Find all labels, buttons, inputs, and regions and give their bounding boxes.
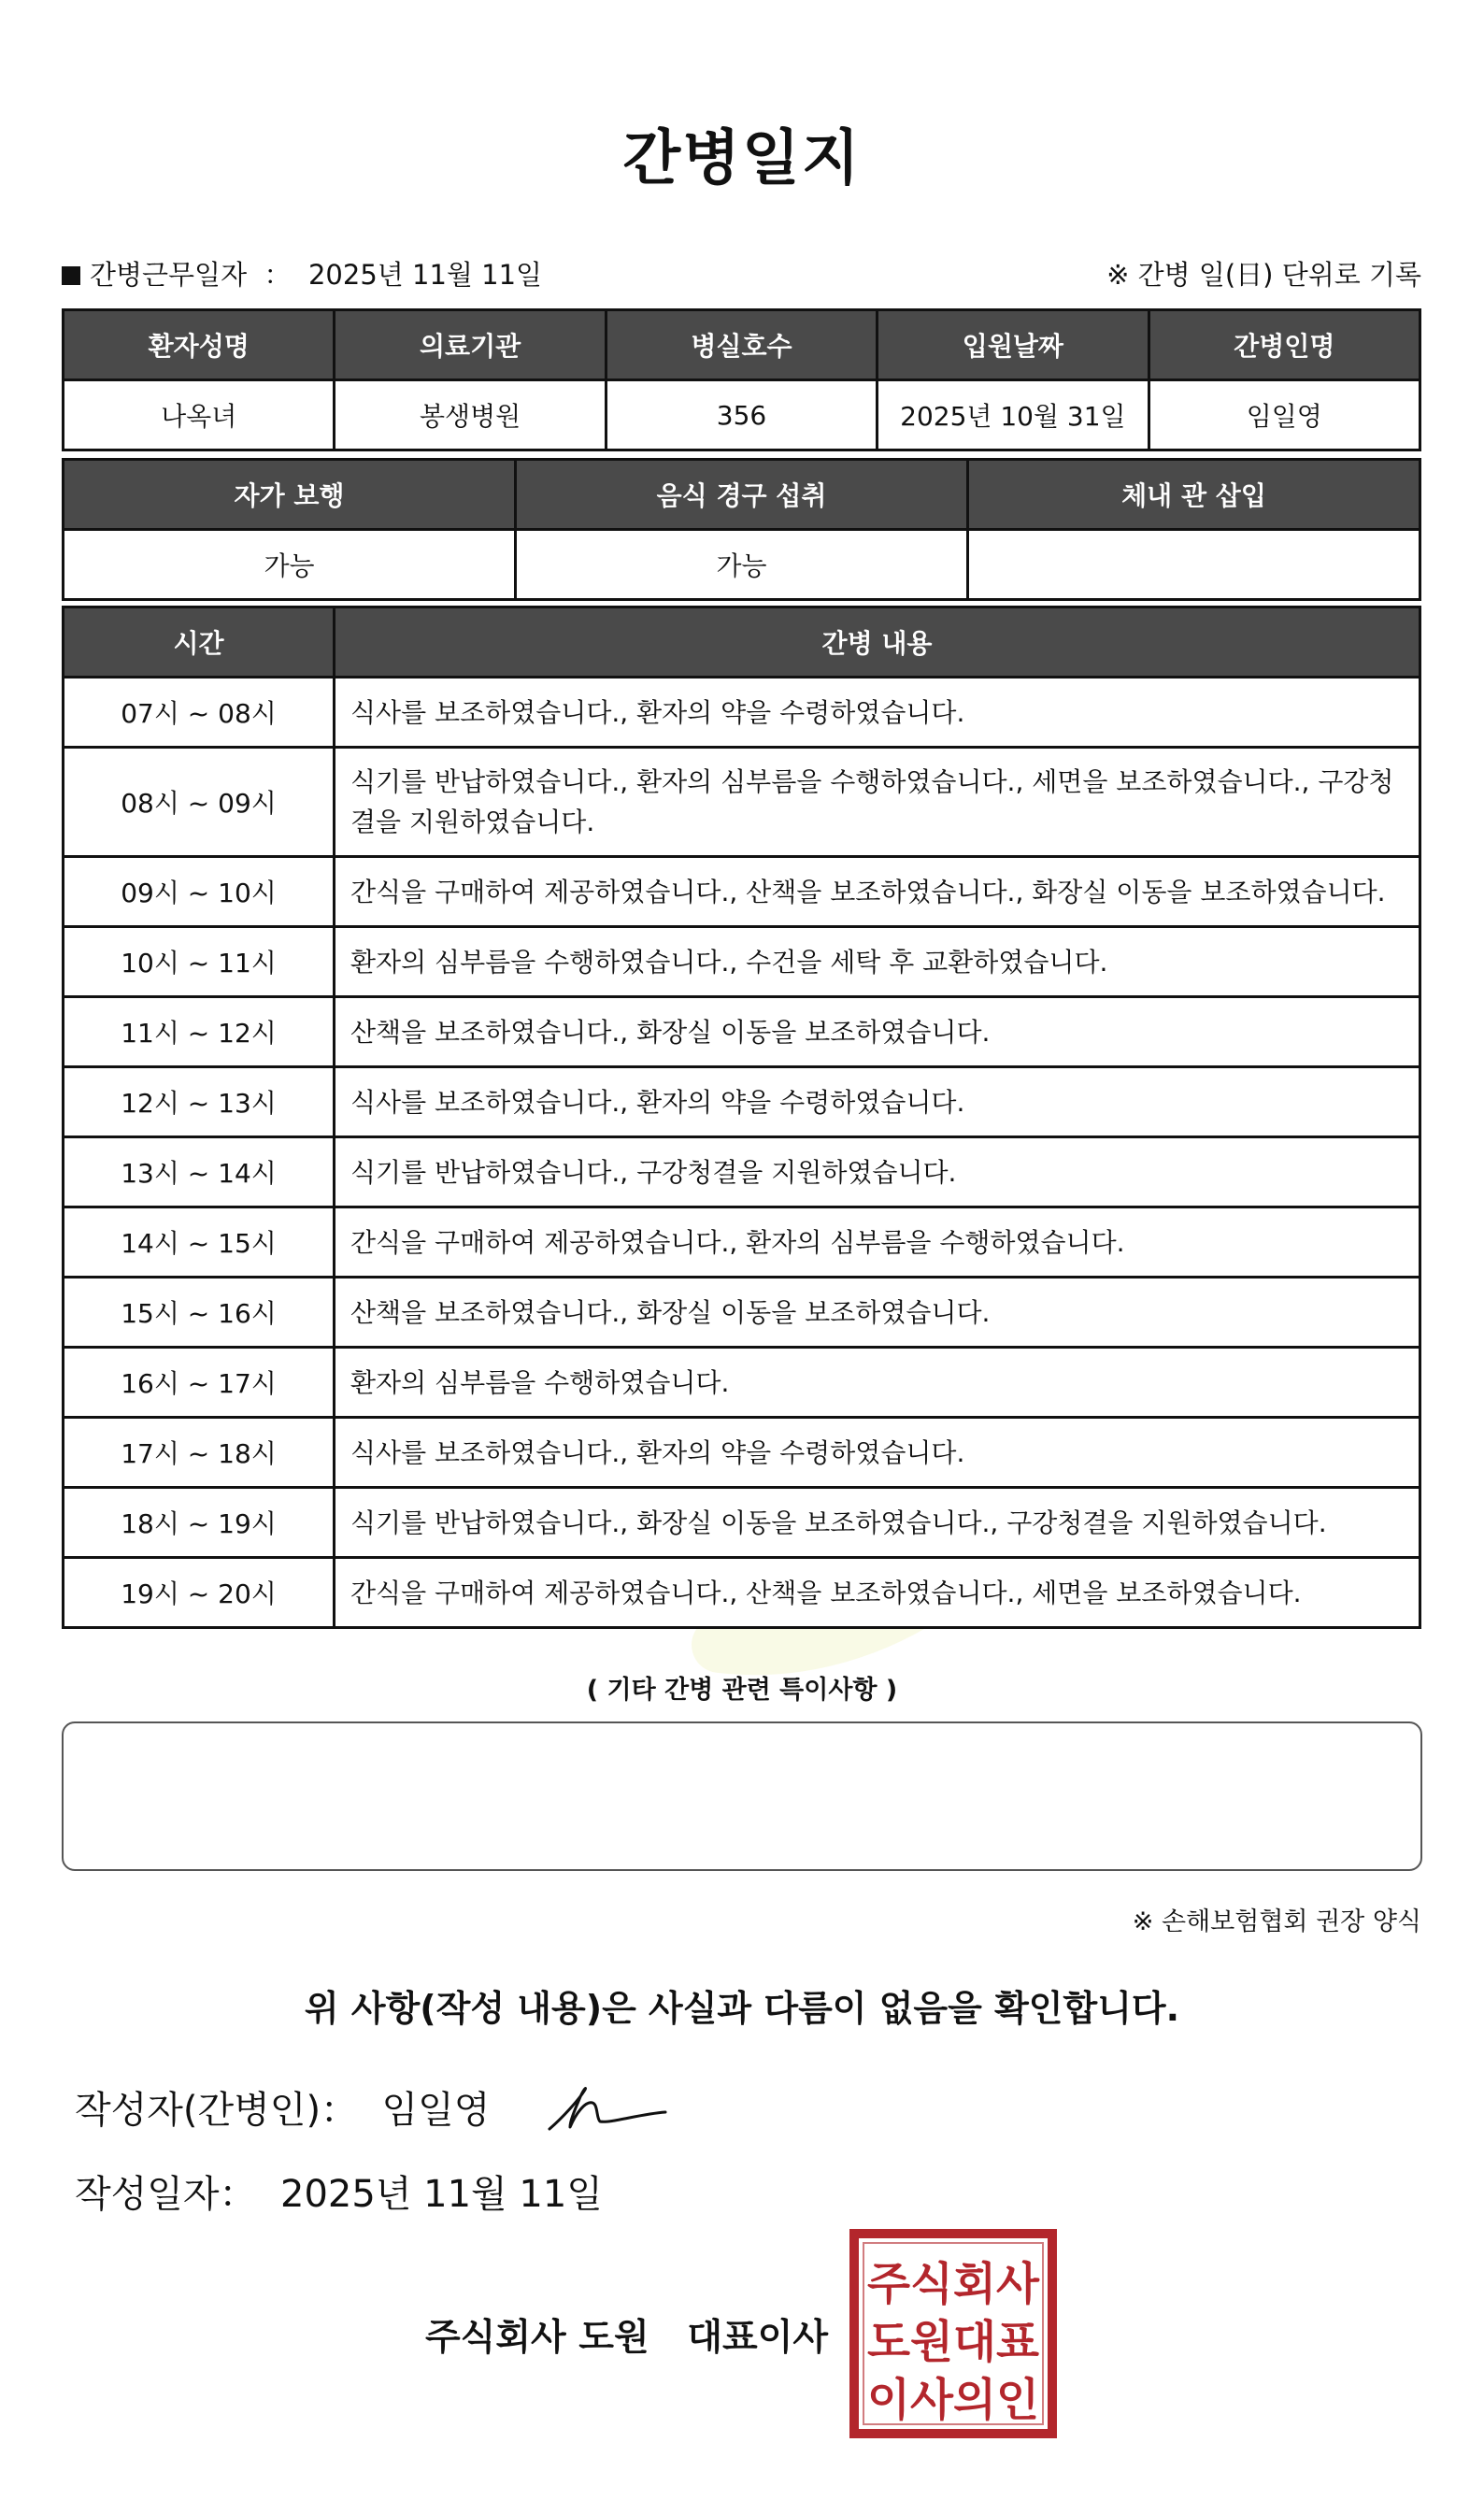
recommendation-note: ※ 손해보험협회 권장 양식 [1132,1907,1421,1936]
log-time: 12시 ~ 13시 [64,1067,335,1137]
record-note: ※ 간병 일(日) 단위로 기록 [1106,259,1421,291]
header-tube-insertion: 체내 관 삽입 [968,460,1420,530]
log-time: 11시 ~ 12시 [64,997,335,1067]
table-row [64,1488,1420,1558]
table-row [64,927,1420,997]
log-time: 19시 ~ 20시 [64,1558,335,1628]
square-bullet-icon [62,266,80,285]
log-content: 환자의 심부름을 수행하였습니다., 수건을 세탁 후 교환하였습니다. [335,927,1420,997]
patient-name: 나옥녀 [64,380,335,450]
seal-line-1: 주식회사 [867,2258,1040,2310]
log-content: 식기를 반납하였습니다., 환자의 심부름을 수행하였습니다., 세면을 보조하였습니다., 구강청결을 지원하였습니다. [335,748,1420,857]
log-content: 식사를 보조하였습니다., 환자의 약을 수령하였습니다. [335,678,1420,748]
header-self-walking: 자가 보행 [64,460,516,530]
institution: 봉생병원 [335,380,606,450]
header-admission-date: 입원날짜 [878,310,1149,380]
caregiver-name: 임일영 [1149,380,1420,450]
seal-line-2: 도원대표 [867,2316,1040,2368]
header-institution: 의료기관 [335,310,606,380]
log-time: 16시 ~ 17시 [64,1348,335,1418]
table-row [64,1137,1420,1207]
written-date-value: 2025년 11월 11일 [280,2173,603,2216]
signature-icon [542,2080,673,2136]
company-seal-icon [849,2228,1058,2439]
header-meta [62,254,1421,292]
log-content: 간식을 구매하여 제공하였습니다., 산책을 보조하였습니다., 화장실 이동을 보조하였습니다. [335,857,1420,927]
written-date-line [75,2164,603,2218]
table-row [64,1067,1420,1137]
admission-date: 2025년 10월 31일 [878,380,1149,450]
tube-insertion [968,530,1420,600]
log-content: 식기를 반납하였습니다., 화장실 이동을 보조하였습니다., 구강청결을 지원하였습니다. [335,1488,1420,1558]
log-content: 환자의 심부름을 수행하였습니다. [335,1348,1420,1418]
self-walking: 가능 [64,530,516,600]
author-name: 임일영 [381,2089,491,2132]
table-header-row [64,460,1420,530]
page-title: 간병일지 [622,124,862,193]
patient-status-table [62,458,1421,601]
log-time: 13시 ~ 14시 [64,1137,335,1207]
work-date [62,254,542,293]
author-label: 작성자(간병인)： [75,2089,359,2132]
header-care-content: 간병 내용 [335,607,1420,678]
work-date-value: 2025년 11월 11일 [307,259,543,291]
log-time: 18시 ~ 19시 [64,1488,335,1558]
table-row [64,857,1420,927]
table-row [64,1418,1420,1488]
log-content: 간식을 구매하여 제공하였습니다., 환자의 심부름을 수행하였습니다. [335,1207,1420,1278]
table-header-row [64,310,1420,380]
header-time: 시간 [64,607,335,678]
oral-intake: 가능 [516,530,968,600]
confirmation-statement: 위 사항(작성 내용)은 사실과 다름이 없음을 확인합니다. [304,1988,1180,2029]
table-row [64,1207,1420,1278]
work-date-separator: ： [264,259,292,291]
log-content: 산책을 보조하였습니다., 화장실 이동을 보조하였습니다. [335,997,1420,1067]
header-room-number: 병실호수 [606,310,877,380]
table-row [64,1278,1420,1348]
table-row [64,678,1420,748]
written-date-label: 작성일자： [75,2173,257,2216]
log-time: 17시 ~ 18시 [64,1418,335,1488]
notes-title: ( 기타 간병 관련 특이사항 ) [586,1676,898,1705]
log-content: 식사를 보조하였습니다., 환자의 약을 수령하였습니다. [335,1067,1420,1137]
company-representative: 주식회사 도원 대표이사 [425,2317,829,2359]
work-date-label: 간병근무일자 [90,259,248,291]
header-caregiver-name: 간병인명 [1149,310,1420,380]
author-line [75,2080,490,2134]
table-row [64,1348,1420,1418]
log-time: 07시 ~ 08시 [64,678,335,748]
log-time: 08시 ~ 09시 [64,748,335,857]
table-row [64,748,1420,857]
header-patient-name: 환자성명 [64,310,335,380]
header-oral-intake: 음식 경구 섭취 [516,460,968,530]
log-content: 간식을 구매하여 제공하였습니다., 산책을 보조하였습니다., 세면을 보조하였습니다. [335,1558,1420,1628]
log-time: 10시 ~ 11시 [64,927,335,997]
table-row [64,380,1420,450]
log-content: 식사를 보조하였습니다., 환자의 약을 수령하였습니다. [335,1418,1420,1488]
care-log-table [62,606,1421,1629]
log-time: 09시 ~ 10시 [64,857,335,927]
table-row [64,1558,1420,1628]
log-time: 15시 ~ 16시 [64,1278,335,1348]
seal-line-3: 이사의인 [867,2374,1039,2426]
notes-box [62,1721,1422,1871]
table-row [64,997,1420,1067]
log-content: 식기를 반납하였습니다., 구강청결을 지원하였습니다. [335,1137,1420,1207]
table-header-row [64,607,1420,678]
log-content: 산책을 보조하였습니다., 화장실 이동을 보조하였습니다. [335,1278,1420,1348]
table-row [64,530,1420,600]
room-number: 356 [606,380,877,450]
patient-info-table [62,308,1421,451]
log-time: 14시 ~ 15시 [64,1207,335,1278]
